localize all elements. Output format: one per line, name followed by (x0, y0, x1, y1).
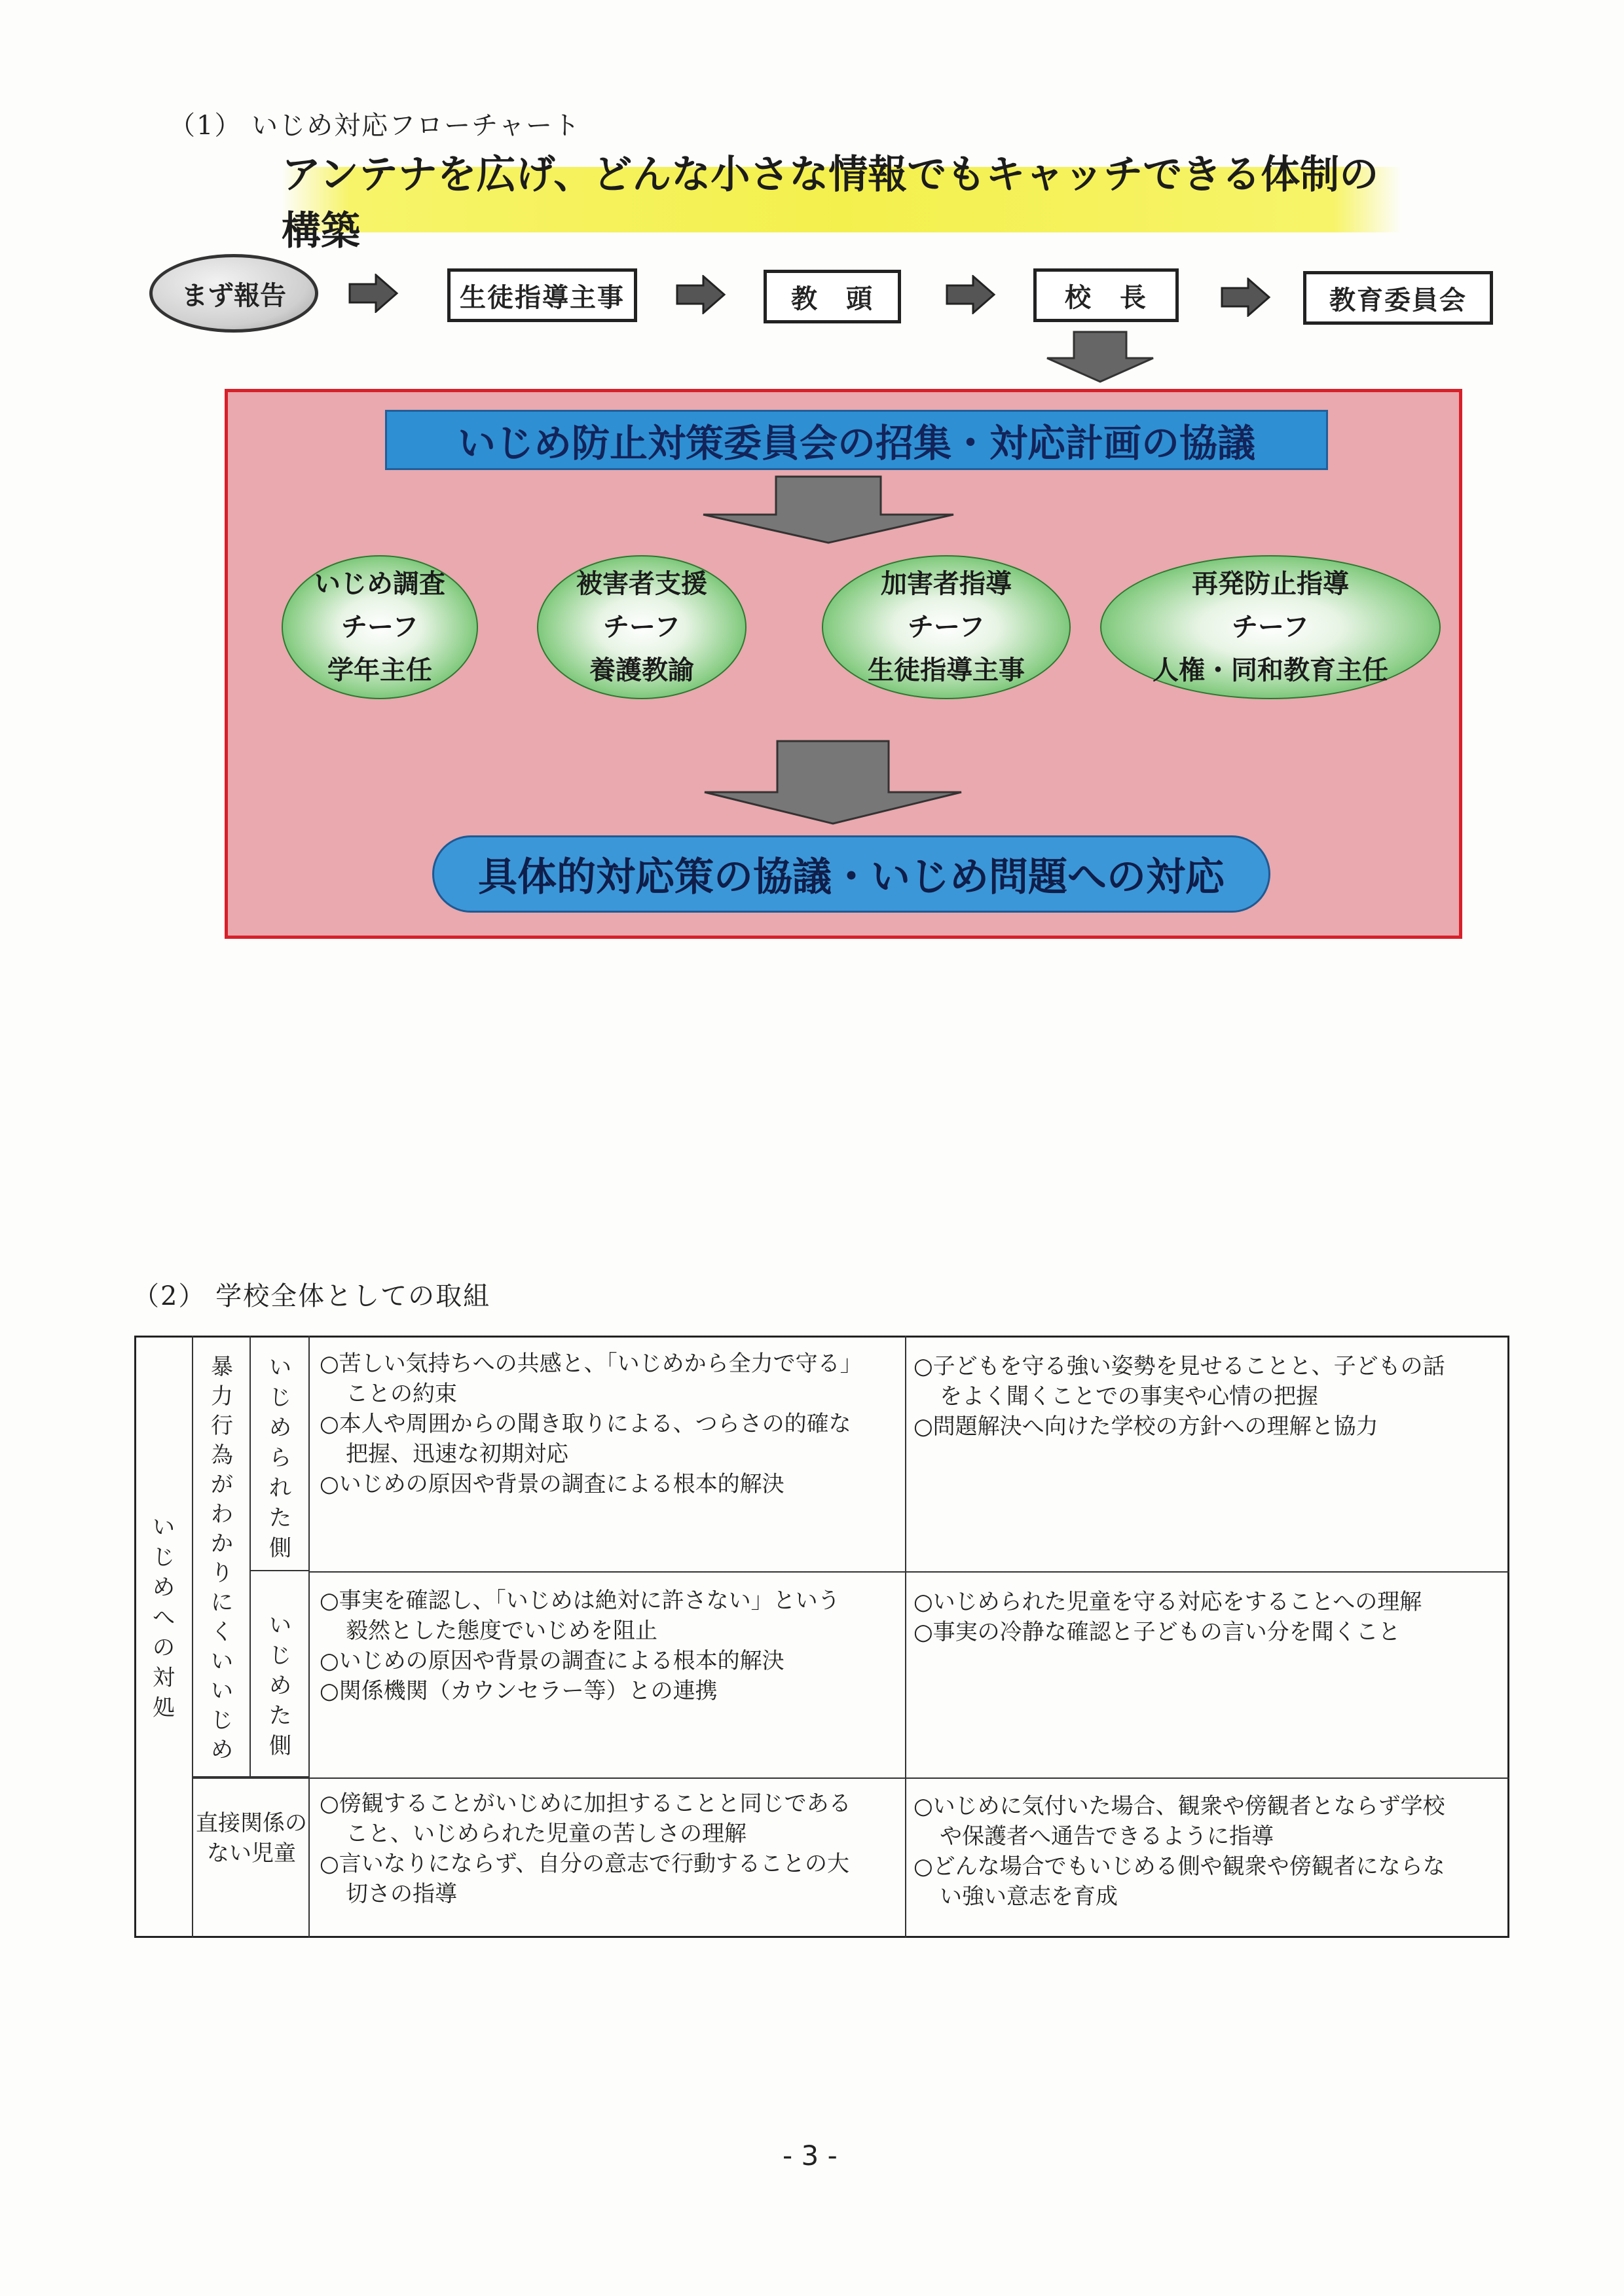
team-line: いじめ調査 (314, 569, 445, 599)
text-line: や保護者へ通告できるように指導 (940, 1823, 1274, 1850)
team-line: 人権・同和教育主任 (1153, 655, 1388, 685)
team-line: 再発防止指導 (1192, 569, 1349, 599)
vertical-char: じ (269, 1385, 291, 1411)
text-line: ○どんな場合でもいじめる側や観衆や傍観者にならな (913, 1853, 1445, 1880)
text-line: ことの約束 (346, 1381, 457, 1407)
row1-parent-measures (913, 1351, 1506, 1442)
vertical-char: い (211, 1678, 233, 1704)
vertical-char: じ (269, 1643, 291, 1669)
section1-heading: （1） いじめ対応フローチャート (169, 111, 581, 141)
vertical-char: く (211, 1619, 233, 1645)
column-divider (905, 1336, 906, 1938)
team-line: 学年主任 (327, 655, 432, 685)
text-line: ○いじめの原因や背景の調査による根本的解決 (320, 1471, 784, 1497)
text-line: ○苦しい気持ちへの共感と、「いじめから全力で守る」 (320, 1351, 862, 1377)
row2-parent-measures (913, 1587, 1506, 1647)
vertical-char: め (269, 1673, 291, 1699)
report-first-oval: まず報告 (149, 254, 318, 333)
row-label-bystander: 直接関係のない児童 (196, 1810, 307, 1867)
team-line: チーフ (1232, 612, 1309, 642)
vertical-char: 行 (211, 1413, 233, 1439)
vertical-char: 力 (211, 1383, 233, 1410)
vertical-char: 側 (269, 1733, 291, 1759)
text-line: ○事実の冷静な確認と子どもの言い分を聞くこと (913, 1619, 1401, 1645)
text-line: ○関係機関（カウンセラー等）との連携 (320, 1678, 718, 1704)
text-line: ○事実を確認し、「いじめは絶対に許さない」という (320, 1588, 840, 1614)
vertical-char: に (211, 1590, 233, 1616)
text-line: ○いじめの原因や背景の調査による根本的解決 (320, 1648, 784, 1674)
response-result: 具体的対応策の協議・いじめ問題への対応 (432, 835, 1270, 913)
vertical-char: か (211, 1531, 233, 1557)
vertical-char: じ (211, 1707, 233, 1734)
team-recurrence-prevention (1100, 555, 1441, 699)
row-divider (310, 1571, 1509, 1573)
vertical-char: 為 (211, 1442, 233, 1468)
vertical-char: 処 (153, 1695, 175, 1721)
text-line: 把握、迅速な初期対応 (346, 1441, 568, 1467)
flow-step-student-guidance: 生徒指導主事 (447, 268, 637, 322)
team-line: 被害者支援 (576, 569, 707, 599)
row-divider (193, 1777, 1509, 1779)
vertical-char: め (153, 1575, 175, 1601)
text-line: ○傍観することがいじめに加担することと同じである (320, 1791, 851, 1817)
flow-step-board-of-education: 教育委員会 (1303, 271, 1493, 325)
team-bullying-investigation (282, 555, 478, 699)
down-arrow-icon (702, 740, 964, 825)
row3-school-measures (320, 1789, 902, 1909)
text-line: こと、いじめられた児童の苦しさの理解 (346, 1821, 747, 1847)
text-line: 切さの指導 (346, 1881, 457, 1907)
vertical-char: た (269, 1703, 291, 1729)
row2-school-measures (320, 1586, 902, 1706)
team-line: 加害者指導 (881, 569, 1012, 599)
team-perpetrator-guidance (822, 555, 1071, 699)
text-line: い強い意志を育成 (940, 1884, 1118, 1910)
vertical-char: め (211, 1737, 233, 1763)
row-label-perpetrator (251, 1611, 310, 1761)
text-line: をよく聞くことでの事実や心情の把握 (940, 1383, 1318, 1410)
vertical-char: ら (269, 1445, 291, 1471)
right-arrow-icon (674, 275, 727, 314)
right-arrow-icon (1219, 278, 1272, 317)
right-arrow-icon (347, 274, 399, 313)
text-line: ○いじめに気付いた場合、観衆や傍観者とならず学校 (913, 1793, 1445, 1819)
text-line: ○本人や周囲からの聞き取りによる、つらさの的確な (320, 1411, 851, 1437)
vertical-char: の (153, 1635, 175, 1661)
team-line: チーフ (603, 612, 680, 642)
text-line: ○いじめられた児童を守る対応をすることへの理解 (913, 1589, 1422, 1615)
committee-title: いじめ防止対策委員会の招集・対応計画の協議 (385, 410, 1328, 470)
vertical-char: が (211, 1472, 233, 1498)
vertical-char: 側 (269, 1535, 291, 1561)
vertical-char: じ (153, 1544, 175, 1571)
flowchart-banner: アンテナを広げ、どんな小さな情報でもキャッチできる体制の構築 (282, 167, 1401, 232)
row1-school-measures (320, 1349, 902, 1499)
section2-heading: （2） 学校全体としての取組 (133, 1281, 491, 1311)
flow-step-principal: 校 長 (1033, 268, 1179, 322)
outer-label (134, 1512, 193, 1723)
vertical-char: 対 (153, 1665, 175, 1691)
team-victim-support (537, 555, 747, 699)
team-line: チーフ (908, 612, 985, 642)
vertical-char: わ (211, 1501, 233, 1527)
down-arrow-icon (701, 475, 956, 544)
row3-parent-measures (913, 1791, 1506, 1912)
vertical-char: へ (153, 1605, 175, 1631)
vertical-char: い (269, 1355, 291, 1381)
text-line: ○子どもを守る強い姿勢を見せることと、子どもの話 (913, 1353, 1445, 1379)
down-arrow-icon (1044, 331, 1156, 383)
vertical-char: り (211, 1560, 233, 1586)
vertical-char: い (269, 1613, 291, 1639)
vertical-char: め (269, 1415, 291, 1441)
text-line: ○言いなりにならず、自分の意志で行動することの大 (320, 1851, 849, 1877)
vertical-char: い (153, 1514, 175, 1540)
text-line: ○問題解決へ向けた学校の方針への理解と協力 (913, 1413, 1378, 1440)
group-label (193, 1353, 251, 1765)
team-line: 養護教諭 (589, 655, 694, 685)
row-label-victim (251, 1353, 310, 1563)
page-number: - 3 - (783, 2140, 838, 2172)
team-line: 生徒指導主事 (868, 655, 1025, 685)
vertical-char: れ (269, 1475, 291, 1501)
vertical-char: た (269, 1505, 291, 1531)
right-arrow-icon (944, 275, 997, 314)
vertical-char: い (211, 1649, 233, 1675)
flow-step-vice-principal: 教 頭 (764, 270, 901, 323)
vertical-char: 暴 (211, 1354, 233, 1380)
text-line: 毅然とした態度でいじめを阻止 (346, 1618, 657, 1644)
team-line: チーフ (341, 612, 418, 642)
